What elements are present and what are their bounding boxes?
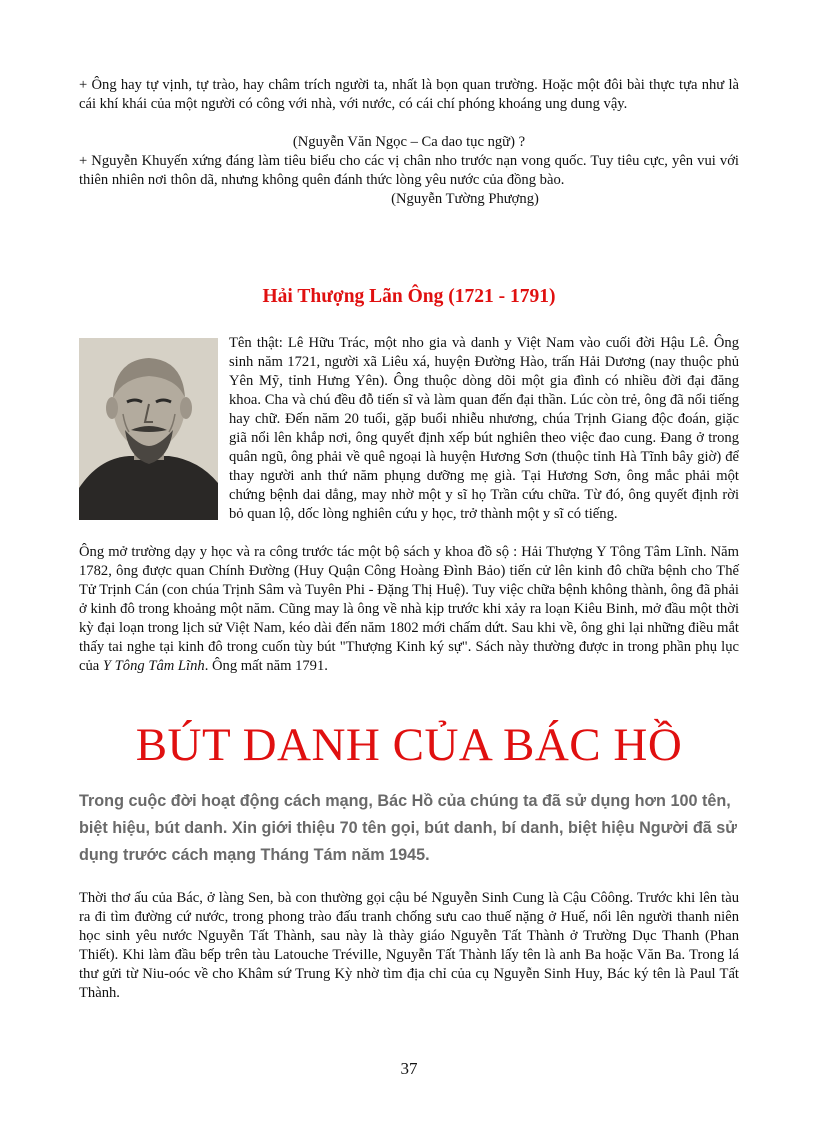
page-number: 37 (400, 1059, 418, 1078)
poetry-note-2: + Nguyễn Khuyến xứng đáng làm tiêu biểu cho các vị chân nho trước nạn vong quốc. Tuy tiêu cực, yên vui với thiên nhiên nơi thôn dã, nhưng không quên đánh thức lòng yêu nước của đồng bào. (79, 153, 739, 188)
bio-main-text: Ông mở trường dạy y học và ra công trước tác một bộ sách y khoa đồ sộ : Hải Thượng Y Tông Tâm Lĩnh. Năm 1782, ông được quan Chính Đường (Huy Quận Công Hoàng Đình Bảo) tiến cử lên kinh đô chữa bệnh cho Thế Tử Trịnh Cán (con chúa Trịnh Sâm và Tuyên Phi - Đặng Thị Huệ). Tuy việc chữa bệnh không thành, ông đã phải ở kinh đô trong khoảng một năm. Cũng may là ông về nhà kịp trước khi xảy ra loạn Kiêu Binh, mở đầu một thời kỳ đại loạn trong lịch sử Việt Nam, kéo dài đến năm 1802 mới chấm dứt. Sau khi về, ông ghi lại những điều mắt thấy tai nghe tại kinh đô trong cuốn tùy bút "Thượng Kinh ký sự". Sách này thường được in trong phần phụ lục của (79, 544, 739, 674)
body-paragraph: Thời thơ ấu của Bác, ở làng Sen, bà con thường gọi cậu bé Nguyễn Sinh Cung là Cậu Côông. Trước khi lên tàu ra đi tìm đường cứ nước, trong phong trào đấu tranh chống sưu cao thuế nặng ở Huế, nổi lên người thanh niên học sinh yêu nước Nguyễn Tất Thành, sau này là thày giáo Nguyễn Tất Thành ở Trường Dục Thanh (Phan Thiết). Khi làm đầu bếp trên tàu Latouche Tréville, Nguyễn Tất Thành lấy tên là anh Ba hoặc Văn Ba. Trong lá thư gửi từ Niu-oóc về cho Khâm sứ Trung Kỳ nhờ tìm địa chỉ của cụ Nguyễn Sinh Huy, Bác ký tên là Paul Tất Thành. (79, 890, 739, 1001)
section-heading-hai-thuong: Hải Thượng Lãn Ông (1721 - 1791) (262, 286, 556, 307)
citation-2: (Nguyễn Tường Phượng) (391, 191, 539, 207)
bio-paragraph-full (79, 543, 739, 676)
citation-1: (Nguyễn Văn Ngọc – Ca dao tục ngữ) ? (292, 134, 526, 150)
poetry-note-1: + Ông hay tự vịnh, tự trào, hay châm trích người ta, nhất là bọn quan trường. Hoặc một đôi bài thực tựa như là cái khí khái của một người có công với nhà, với nước, có cái chí phóng khoáng ung dung vậy. (79, 77, 739, 112)
bio-paragraph-side: Tên thật: Lê Hữu Trác, một nho gia và danh y Việt Nam vào cuối đời Hậu Lê. Ông sinh năm 1721, người xã Liêu xá, huyện Đường Hào, trấn Hải Dương (nay thuộc phủ Yên Mỹ, tỉnh Hưng Yên). Ông thuộc dòng dõi một gia đình có nhiều đời đại đăng khoa. Cha và chú đều đỗ tiến sĩ và làm quan đến đại thần. Lúc còn trẻ, ông đã nổi tiếng hay chữ. Đến năm 20 tuổi, gặp buổi nhiễu nhương, chúa Trịnh Giang độc đoán, giặc giã nổi lên khắp nơi, ông quyết định xếp bút nghiên theo việc đao cung. Đang ở trong quân ngũ, ông phải về quê ngoại là huyện Hương Sơn (thuộc tỉnh Hà Tĩnh bây giờ) để thay người anh thứ năm phụng dưỡng mẹ già. Tại Hương Sơn, ông mắc phải một chứng bệnh dai dẳng, may nhờ một y sĩ họ Trần cứu chữa. Từ đó, ông quyết định rời bỏ quan lộ, dốc lòng nghiên cứu y học, trở thành một y sĩ có tiếng. (229, 335, 739, 522)
intro-paragraph: Trong cuộc đời hoạt động cách mạng, Bác Hồ của chúng ta đã sử dụng hơn 100 tên, biệt hiệu, bút danh. Xin giới thiệu 70 tên gọi, bút danh, bí danh, biệt hiệu Người đã sử dụng trước cách mạng Tháng Tám năm 1945. (79, 792, 737, 864)
portrait-image (79, 338, 218, 520)
bio-end-text: . Ông mất năm 1791. (204, 658, 328, 674)
page-title: BÚT DANH CỦA BÁC HỒ (135, 719, 683, 771)
book-title-italic: Y Tông Tâm Lĩnh (102, 658, 205, 674)
